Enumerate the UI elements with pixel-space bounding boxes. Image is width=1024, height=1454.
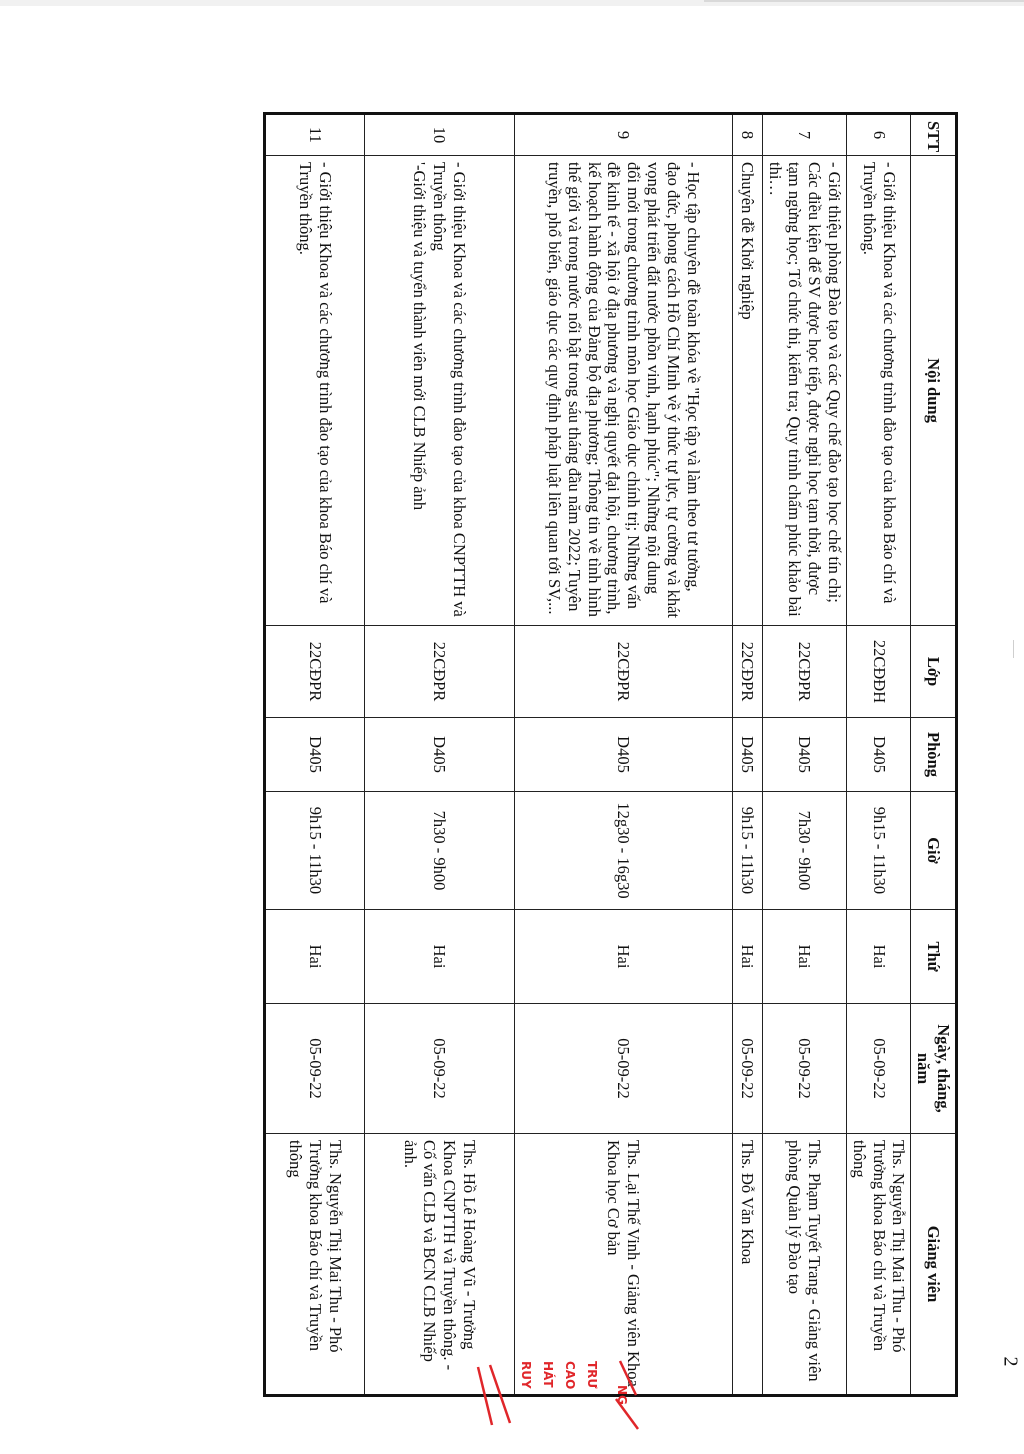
- cell-thu: Hai: [514, 910, 732, 1004]
- table-row: [732, 114, 762, 1396]
- cell-noi-dung: - Giới thiệu Khoa và các chương trình đào tạo của khoa CNPTTH và Truyền thông '-Giới thiệu và tuyển thành viên mới CLB Nhiếp ảnh: [364, 156, 514, 626]
- cell-noi-dung: Chuyên đề Khởi nghiệp: [732, 156, 762, 626]
- cell-ngay: 05-09-22: [514, 1004, 732, 1134]
- cell-giang-vien: Ths. Đỗ Văn Khoa: [732, 1134, 762, 1396]
- table-header-row: [911, 114, 957, 1396]
- cell-phong: D405: [514, 718, 732, 792]
- cell-gio: 9h15 - 11h30: [847, 792, 911, 910]
- cell-noi-dung: - Giới thiệu phòng Đào tạo và các Quy chế đào tạo học chế tín chỉ; Các điều kiện để SV được học tiếp, được nghỉ học tạm thời, được tạm ngừng học; Tổ chức thi, kiểm tra; Quy trình chấm phúc khảo bài thi…: [762, 156, 846, 626]
- header-stt: STT: [911, 114, 957, 156]
- cell-gio: 9h15 - 11h30: [732, 792, 762, 910]
- table-row: [514, 114, 732, 1396]
- cell-ngay: 05-09-22: [762, 1004, 846, 1134]
- cell-phong: D405: [847, 718, 911, 792]
- cell-lop: 22CĐPR: [732, 626, 762, 718]
- cell-stt: 6: [847, 114, 911, 156]
- cell-thu: Hai: [364, 910, 514, 1004]
- page-number: 2: [999, 1356, 1022, 1367]
- scan-fold-mark: [1013, 640, 1014, 658]
- cell-noi-dung: - Giới thiệu Khoa và các chương trình đào tạo của khoa Báo chí và Truyền thông.: [847, 156, 911, 626]
- cell-phong: D405: [732, 718, 762, 792]
- cell-ngay: 05-09-22: [264, 1004, 364, 1134]
- cell-thu: Hai: [732, 910, 762, 1004]
- cell-thu: Hai: [264, 910, 364, 1004]
- cell-phong: D405: [364, 718, 514, 792]
- stamp-text-2: TRƯ: [585, 1361, 599, 1389]
- cell-gio: 12g30 - 16g30: [514, 792, 732, 910]
- cell-stt: 10: [364, 114, 514, 156]
- cell-lop: 22CĐPR: [762, 626, 846, 718]
- header-thu: Thứ: [911, 910, 957, 1004]
- header-phong: Phòng: [911, 718, 957, 792]
- header-lop: Lớp: [911, 626, 957, 718]
- cell-lop: 22CĐPR: [364, 626, 514, 718]
- table-row: [847, 114, 911, 1396]
- cell-giang-vien: Ths. Lại Thế Vinh - Giảng viên Khoa Khoa học Cơ bản: [514, 1134, 732, 1396]
- cell-giang-vien: Ths. Nguyễn Thị Mai Thu - Phó Trưởng khoa Báo chí và Truyền thông: [264, 1134, 364, 1396]
- table-row: [264, 114, 364, 1396]
- rotated-page: [278, 112, 958, 1454]
- header-ngay: Ngày, tháng, năm: [911, 1004, 957, 1134]
- red-stamp-fragment: [470, 1355, 640, 1435]
- cell-giang-vien: Ths. Phạm Tuyết Trang - Giảng viên phòng Quản lý Đào tạo: [762, 1134, 846, 1396]
- cell-stt: 8: [732, 114, 762, 156]
- scan-corner-line: [704, 0, 1024, 2]
- header-giang-vien: Giảng viên: [911, 1134, 957, 1396]
- cell-gio: 7h30 - 9h00: [762, 792, 846, 910]
- cell-phong: D405: [762, 718, 846, 792]
- cell-ngay: 05-09-22: [732, 1004, 762, 1134]
- cell-lop: 22CĐPR: [514, 626, 732, 718]
- table-row: [762, 114, 846, 1396]
- cell-noi-dung: - Học tập chuyên đề toàn khóa về "Học tập và làm theo tư tưởng, đạo đức, phong cách Hồ Chí Minh về ý thức tự lực, tự cường và khát vọng phát triển đất nước phồn vinh, hạnh phúc"; Những nội dung đổi mới trong chương trình môn học Giáo dục chính trị; Những vấn đề kinh tế - xã hội ở địa phương và nghị quyết đại hội, chương trình, kế hoạch hành động của Đảng bộ địa phương; Thông tin về tình hình thế giới và trong nước nổi bật trong sáu tháng đầu năm 2022; Tuyên truyền, phổ biến, giáo dục các quy định pháp luật liên quan tới SV,...: [514, 156, 732, 626]
- cell-noi-dung: - Giới thiệu Khoa và các chương trình đào tạo của khoa Báo chí và Truyền thông.: [264, 156, 364, 626]
- cell-gio: 7h30 - 9h00: [364, 792, 514, 910]
- stamp-text-5: RUY: [519, 1361, 533, 1389]
- cell-gio: 9h15 - 11h30: [264, 792, 364, 910]
- cell-stt: 9: [514, 114, 732, 156]
- cell-thu: Hai: [847, 910, 911, 1004]
- cell-lop: 22CĐPR: [264, 626, 364, 718]
- cell-giang-vien: Ths. Hồ Lê Hoàng Vũ - Trưởng Khoa CNPTTH và Truyền thông. - Cố vấn CLB và BCN CLB Nhiếp ảnh.: [364, 1134, 514, 1396]
- schedule-table: [263, 112, 958, 1397]
- stamp-text-1: NG: [615, 1385, 629, 1405]
- cell-phong: D405: [264, 718, 364, 792]
- header-gio: Giờ: [911, 792, 957, 910]
- cell-ngay: 05-09-22: [847, 1004, 911, 1134]
- cell-giang-vien: Ths. Nguyễn Thị Mai Thu - Phó Trưởng khoa Báo chí và Truyền thông: [847, 1134, 911, 1396]
- stamp-text-4: HÁT: [541, 1361, 555, 1388]
- cell-stt: 7: [762, 114, 846, 156]
- stamp-text-3: CAO: [563, 1361, 577, 1390]
- cell-thu: Hai: [762, 910, 846, 1004]
- cell-ngay: 05-09-22: [364, 1004, 514, 1134]
- table-row: [364, 114, 514, 1396]
- header-noi-dung: Nội dung: [911, 156, 957, 626]
- cell-lop: 22CĐĐH: [847, 626, 911, 718]
- cell-stt: 11: [264, 114, 364, 156]
